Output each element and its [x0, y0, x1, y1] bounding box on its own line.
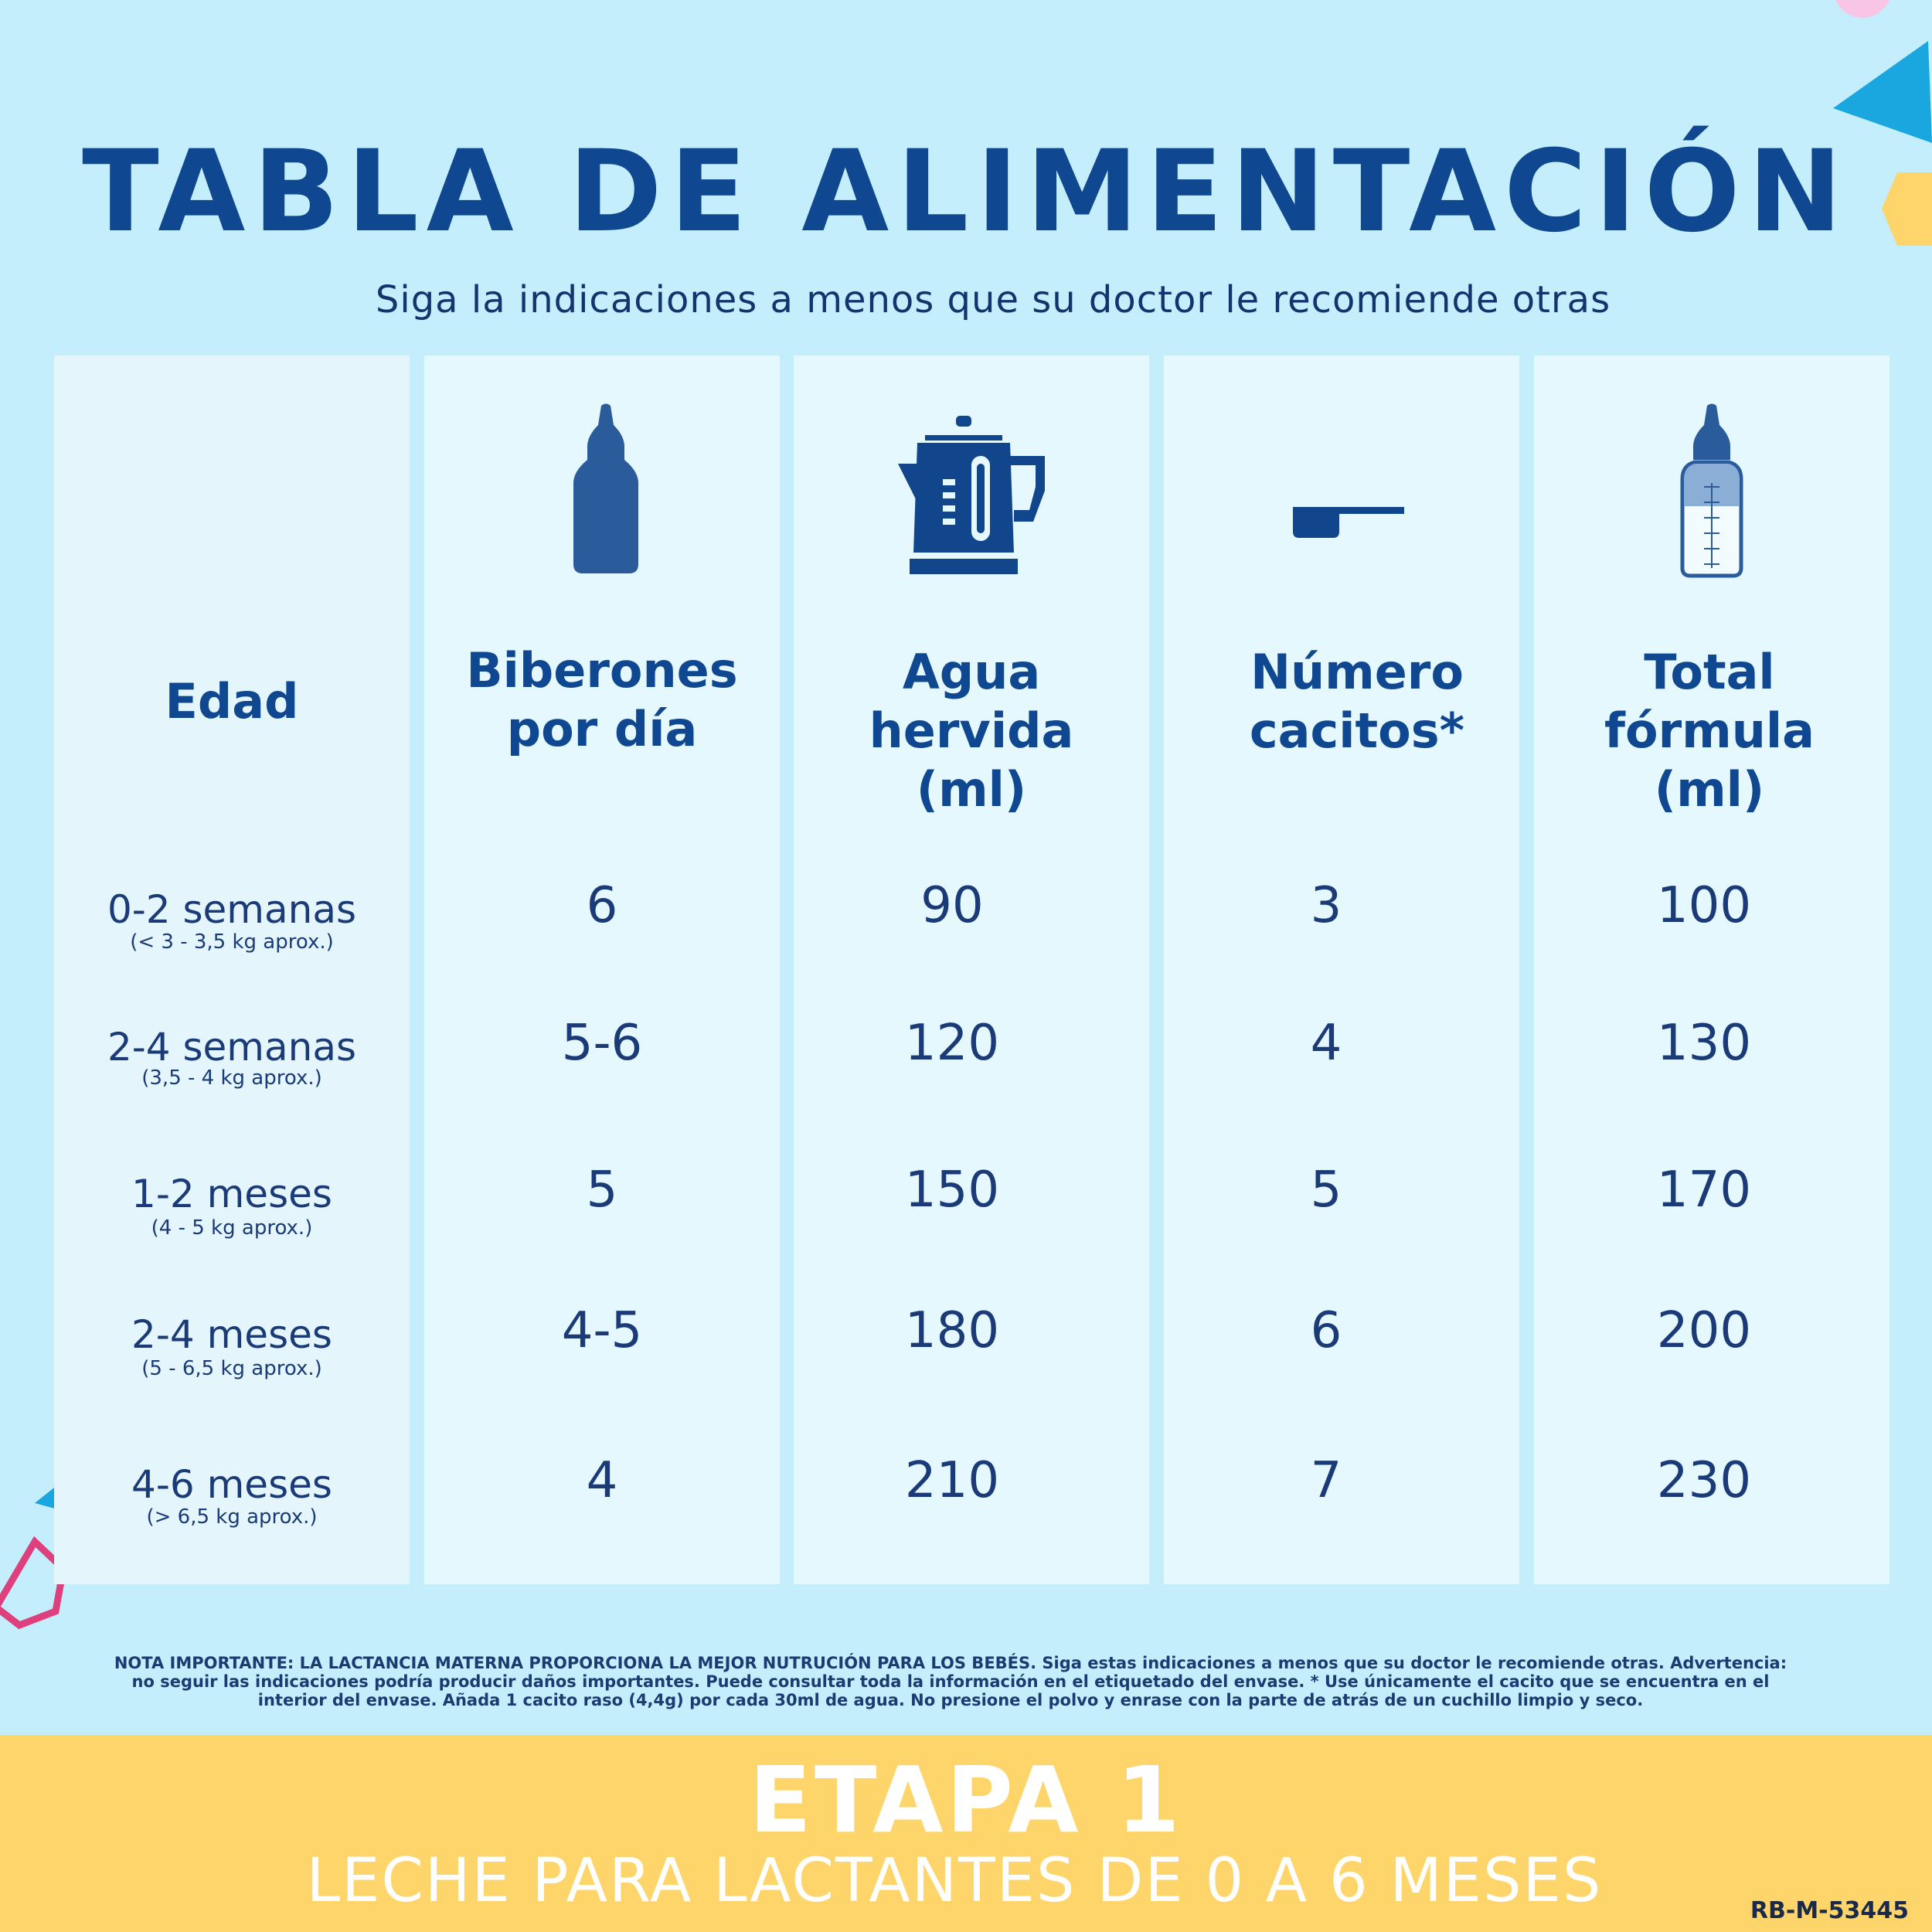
- column-age: [54, 355, 410, 1584]
- stage-subtitle: LECHE PARA LACTANTES DE 0 A 6 MESES: [306, 1846, 1603, 1916]
- scoop-icon: [1291, 502, 1407, 541]
- cell-scoops: 5: [1310, 1162, 1342, 1219]
- cell-water: 150: [904, 1162, 1000, 1219]
- cell-total: 100: [1656, 877, 1752, 934]
- important-note: NOTA IMPORTANTE: LA LACTANCIA MATERNA PROPORCIONA LA MEJOR NUTRUCIÓN PARA LOS BEBÉS. Siga estas indicaciones a menos que su doctor le recomiende otras. Advertencia: no seguir las indicaciones podría producir daños importantes. Puede consultar toda la información en el etiquetado del envase. * Use únicamente el cacito que se encuentra en el interior del envase. Añada 1 cacito raso (4,4g) por cada 30ml de agua. No presione el polvo y enrase con la parte de atrás de un cuchillo limpio y seco.: [114, 1654, 1787, 1709]
- cell-total: 130: [1656, 1015, 1752, 1072]
- weight-label: (5 - 6,5 kg aprox.): [141, 1357, 322, 1380]
- cell-total: 200: [1656, 1302, 1752, 1359]
- pink-circle-shape: [1828, 0, 1897, 27]
- column-total: [1534, 355, 1889, 1584]
- cell-water: 120: [904, 1015, 1000, 1072]
- cell-bottles: 5: [586, 1162, 618, 1219]
- column-bottles: [424, 355, 780, 1584]
- measuring-bottle-icon: [1673, 402, 1750, 580]
- weight-label: (> 6,5 kg aprox.): [146, 1505, 318, 1529]
- cell-bottles: 5-6: [561, 1015, 643, 1072]
- page-subtitle: Siga la indicaciones a menos que su doctor le recomiende otras: [375, 278, 1611, 321]
- column-header-age: Edad: [165, 673, 299, 730]
- cell-bottles: 4-5: [561, 1302, 643, 1359]
- column-water: [794, 355, 1149, 1584]
- column-header-bottles: Biberones por día: [466, 642, 738, 757]
- weight-label: (4 - 5 kg aprox.): [151, 1216, 313, 1240]
- age-label: 1-2 meses: [131, 1172, 332, 1216]
- cell-bottles: 4: [586, 1452, 618, 1509]
- age-label: 2-4 semanas: [107, 1025, 357, 1070]
- cell-scoops: 3: [1310, 877, 1342, 934]
- cell-water: 210: [904, 1452, 1000, 1509]
- weight-label: (3,5 - 4 kg aprox.): [141, 1066, 322, 1090]
- cell-total: 230: [1656, 1452, 1752, 1509]
- cell-scoops: 7: [1310, 1452, 1342, 1509]
- age-label: 0-2 semanas: [107, 887, 357, 932]
- cell-scoops: 4: [1310, 1015, 1342, 1072]
- page-title: TABLA DE ALIMENTACIÓN: [82, 126, 1850, 257]
- reference-code: RB-M-53445: [1750, 1897, 1909, 1924]
- age-label: 2-4 meses: [131, 1312, 332, 1357]
- cell-bottles: 6: [586, 877, 618, 934]
- cell-scoops: 6: [1310, 1302, 1342, 1359]
- stage-title: ETAPA 1: [749, 1747, 1183, 1853]
- column-header-total: Total fórmula (ml): [1604, 644, 1815, 818]
- age-label: 4-6 meses: [131, 1462, 332, 1507]
- column-header-scoops: Número cacitos*: [1249, 644, 1465, 759]
- kettle-icon: [898, 413, 1053, 576]
- cell-water: 90: [920, 877, 984, 934]
- cell-total: 170: [1656, 1162, 1752, 1219]
- cell-water: 180: [904, 1302, 1000, 1359]
- column-header-water: Agua hervida (ml): [869, 644, 1074, 818]
- baby-bottle-icon: [567, 402, 645, 576]
- column-scoops: [1164, 355, 1519, 1584]
- weight-label: (< 3 - 3,5 kg aprox.): [130, 930, 334, 954]
